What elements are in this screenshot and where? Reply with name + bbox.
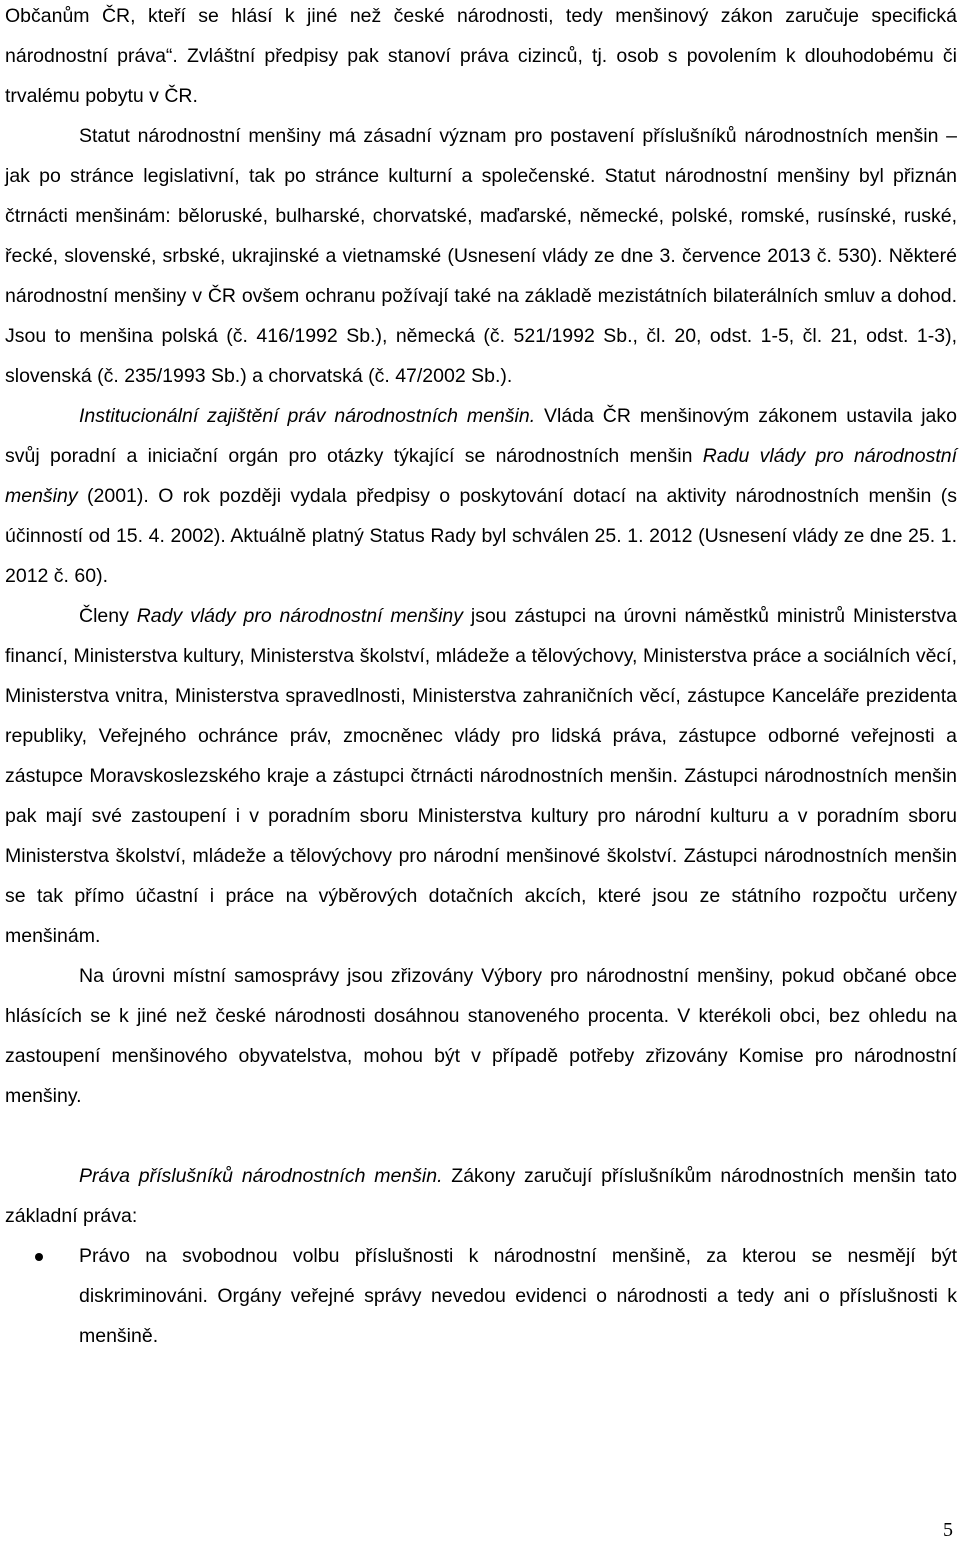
paragraph-institucionalni bbox=[5, 396, 957, 596]
italic-rada: Radu vlády pro národnostní menšiny bbox=[5, 445, 957, 507]
paragraph-samosprava: Na úrovni místní samosprávy jsou zřizovány Výbory pro národnostní menšiny, pokud občané obce hlásících se k jiné než české národnosti dosáhnou stanoveného procenta. V kterékoli obci, bez ohledu na zastoupení menšinového obyvatelstva, mohou být v případě potřeby zřizovány Komise pro národnostní menšiny. bbox=[5, 965, 957, 1107]
list-item-text: Právo na svobodnou volbu příslušnosti k národnostní menšině, za kterou se nesmějí být diskriminováni. Orgány veřejné správy nevedou evidenci o národnosti a tedy ani o příslušnosti k menšině. bbox=[79, 1245, 957, 1347]
italic-rada: Rady vlády pro národnostní menšiny bbox=[136, 605, 464, 627]
list-item bbox=[5, 1236, 957, 1356]
heading-institucionalni: Institucionální zajištění práv národnostních menšin. bbox=[79, 405, 536, 427]
text-segment: Zákony zaručují příslušníkům národnostních menšin tato základní práva: bbox=[5, 1165, 957, 1227]
paragraph-clenove bbox=[5, 596, 957, 956]
rights-list bbox=[5, 1236, 957, 1356]
text-segment: (2001). O rok později vydala předpisy o poskytování dotací na aktivity národnostních menšin (s účinností od 15. 4. 2002). Aktuálně platný Status Rady byl schválen 25. 1. 2012 (Usnesení vlády ze dne 25. 1. 2012 č. 60). bbox=[5, 485, 957, 587]
document-page bbox=[5, 0, 957, 1356]
heading-prava: Práva příslušníků národnostních menšin. bbox=[79, 1165, 443, 1187]
paragraph-statut: Statut národnostní menšiny má zásadní význam pro postavení příslušníků národnostních menšin – jak po stránce legislativní, tak po stránce kulturní a společenské. Statut národnostní menšiny byl přiznán čtrnácti menšinám: běloruské, bulharské, chorvatské, maďarské, německé, polské, romské, rusínské, ruské, řecké, slovenské, srbské, ukrajinské a vietnamské (Usnesení vlády ze dne 3. července 2013 č. 530). Některé národnostní menšiny v ČR ovšem ochranu požívají také na základě mezistátních bilaterálních smluv a dohod. Jsou to menšina polská (č. 416/1992 Sb.), německá (č. 521/1992 Sb., čl. 20, odst. 1-5, čl. 21, odst. 1-3), slovenská (č. 235/1993 Sb.) a chorvatská (č. 47/2002 Sb.). bbox=[5, 125, 957, 387]
text-segment: Vláda ČR menšinovým zákonem ustavila jako svůj poradní a iniciační orgán pro otázky týkající se národnostních menšin bbox=[5, 405, 957, 467]
paragraph-prava bbox=[5, 1156, 957, 1236]
page-number: 5 bbox=[943, 1519, 953, 1541]
paragraph-intro: Občanům ČR, kteří se hlásí k jiné než české národnosti, tedy menšinový zákon zaručuje specifická národnostní práva“. Zvláštní předpisy pak stanoví práva cizinců, tj. osob s povolením k dlouhodobému či trvalému pobytu v ČR. bbox=[5, 5, 957, 107]
text-segment: Členy bbox=[79, 605, 137, 627]
text-segment: jsou zástupci na úrovni náměstků ministrů Ministerstva financí, Ministerstva kultury, Ministerstva školství, mládeže a tělovýchovy, Ministerstva práce a sociálních věcí, Ministerstva vnitra, Ministerstva spravedlnosti, Ministerstva zahraničních věcí, zástupce Kanceláře prezidenta republiky, Veřejného ochránce práv, zmocněnec vlády pro lidská práva, zástupce odborné veřejnosti a zástupce Moravskoslezského kraje a zástupci čtrnácti národnostních menšin. Zástupci národnostních menšin pak mají své zastoupení i v poradním sboru Ministerstva kultury pro národní kulturu a v poradním sboru Ministerstva školství, mládeže a tělovýchovy pro národní menšinové školství. Zástupci národnostních menšin se tak přímo účastní i práce na výběrových dotačních akcích, které jsou ze státního rozpočtu určeny menšinám. bbox=[5, 605, 957, 947]
bullet-icon bbox=[35, 1253, 43, 1261]
